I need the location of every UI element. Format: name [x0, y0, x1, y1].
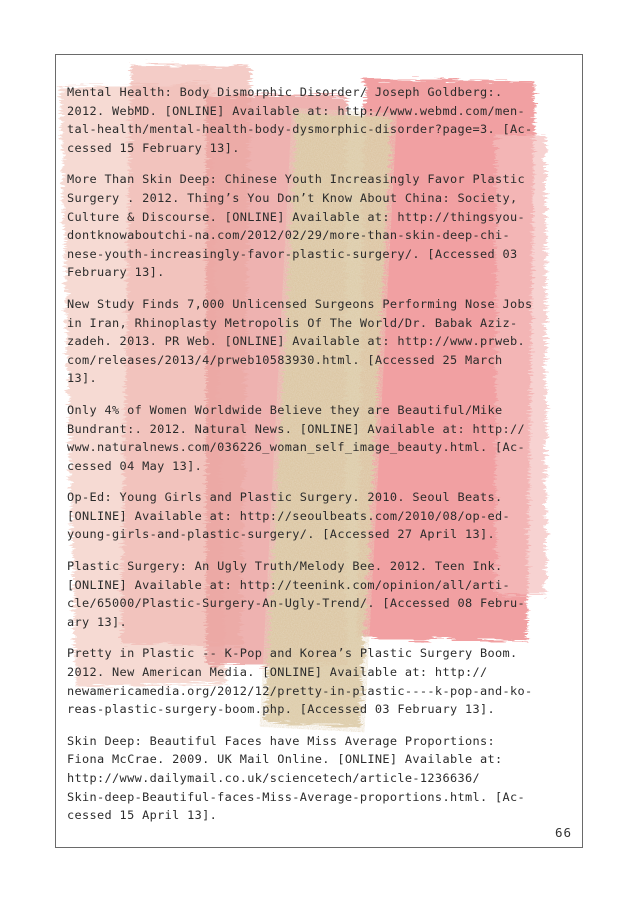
- reference-line: 2012. New American Media. [ONLINE] Available at: http://: [67, 665, 488, 680]
- reference-line: cle/65000/Plastic-Surgery-An-Ugly-Trend/. [Accessed 08 Febru-: [67, 596, 526, 611]
- reference-line: cessed 15 April 13].: [67, 808, 218, 823]
- reference-line: February 13].: [67, 265, 165, 280]
- reference-line: tal-health/mental-health-body-dysmorphic-disorder?page=3. [Ac-: [67, 122, 533, 137]
- reference-line: ary 13].: [67, 614, 128, 629]
- reference-line: in Iran, Rhinoplasty Metropolis Of The World/Dr. Babak Aziz-: [67, 315, 518, 330]
- reference-line: http://www.dailymail.co.uk/sciencetech/article-1236636/: [67, 771, 480, 785]
- reference-entry: [67, 732, 575, 825]
- reference-entry: [67, 83, 575, 157]
- reference-entry: [67, 488, 575, 544]
- reference-line: www.naturalnews.com/036226_woman_self_image_beauty.html. [Ac-: [67, 440, 526, 455]
- page-number: 66: [554, 825, 572, 840]
- reference-line: Only 4% of Women Worldwide Believe they are Beautiful/Mike: [67, 402, 503, 417]
- reference-line: newamericamedia.org/2012/12/pretty-in-plastic----k-pop-and-ko-: [67, 683, 533, 698]
- reference-line: Fiona McCrae. 2009. UK Mail Online. [ONLINE] Available at:: [67, 752, 503, 767]
- reference-line: More Than Skin Deep: Chinese Youth Increasingly Favor Plastic: [67, 172, 526, 187]
- reference-entry: [67, 401, 575, 475]
- reference-line: 2012. WebMD. [ONLINE] Available at: http://www.webmd.com/men-: [67, 103, 526, 118]
- reference-line: [ONLINE] Available at: http://teenink.com/opinion/all/arti-: [67, 577, 511, 592]
- reference-line: Skin-deep-Beautiful-faces-Miss-Average-proportions.html. [Ac-: [67, 789, 526, 804]
- reference-entry: [67, 170, 575, 282]
- reference-line: zadeh. 2013. PR Web. [ONLINE] Available at: http://www.prweb.: [67, 334, 526, 349]
- reference-line: [ONLINE] Available at: http://seoulbeats.com/2010/08/op-ed-: [67, 508, 511, 523]
- reference-line: Plastic Surgery: An Ugly Truth/Melody Bee. 2012. Teen Ink.: [67, 559, 503, 574]
- reference-line: cessed 15 February 13].: [67, 140, 240, 155]
- reference-line: Mental Health: Body Dismorphic Disorder/ Joseph Goldberg:.: [67, 85, 503, 99]
- reference-entry: [67, 557, 575, 631]
- reference-line: dontknowaboutchi-na.com/2012/02/29/more-than-skin-deep-chi-: [67, 228, 511, 243]
- reference-line: cessed 04 May 13].: [67, 458, 203, 473]
- reference-line: New Study Finds 7,000 Unlicensed Surgeons Performing Nose Jobs: [67, 296, 533, 311]
- reference-list: [67, 83, 575, 838]
- reference-line: Culture & Discourse. [ONLINE] Available at: http://thingsyou-: [67, 209, 526, 224]
- reference-line: Surgery . 2012. Thing’s You Don’t Know About China: Society,: [67, 190, 518, 205]
- reference-entry: [67, 295, 575, 388]
- reference-line: Bundrant:. 2012. Natural News. [ONLINE] Available at: http://: [67, 421, 526, 436]
- reference-entry: [67, 644, 575, 718]
- reference-line: 13].: [67, 371, 98, 386]
- page-frame: [55, 54, 583, 848]
- reference-line: young-girls-and-plastic-surgery/. [Accessed 27 April 13].: [67, 527, 495, 542]
- reference-line: reas-plastic-surgery-boom.php. [Accessed 03 February 13].: [67, 702, 495, 717]
- reference-line: nese-youth-increasingly-favor-plastic-surgery/. [Accessed 03: [67, 246, 518, 261]
- reference-line: Pretty in Plastic -- K-Pop and Korea’s Plastic Surgery Boom.: [67, 646, 518, 661]
- reference-line: Op-Ed: Young Girls and Plastic Surgery. 2010. Seoul Beats.: [67, 490, 503, 505]
- reference-line: Skin Deep: Beautiful Faces have Miss Average Proportions:: [67, 733, 495, 748]
- reference-line: com/releases/2013/4/prweb10583930.html. [Accessed 25 March: [67, 352, 503, 367]
